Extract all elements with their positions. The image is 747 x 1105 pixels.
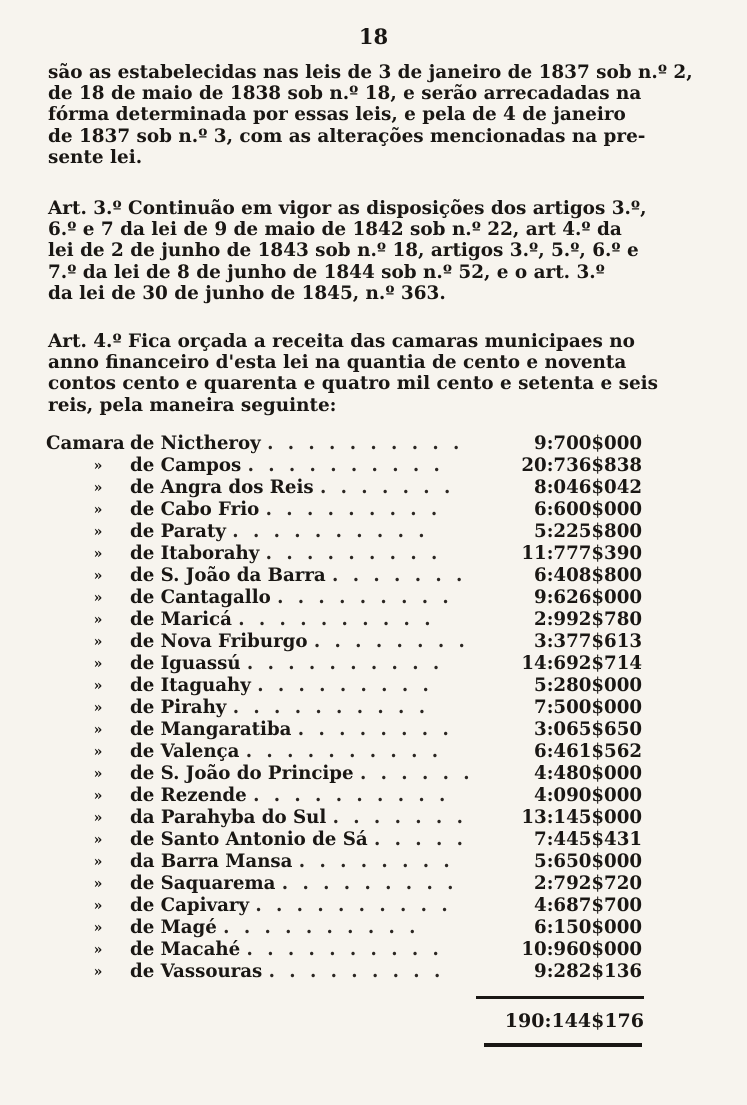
name-text: de Itaborahy [130, 543, 260, 564]
municipality-name [130, 433, 463, 455]
leader-dots: . . . . . . . . [298, 851, 454, 872]
municipality-name [130, 917, 419, 939]
municipality-name [130, 939, 443, 961]
leader-dots: . . . . . . . . . . [267, 433, 464, 454]
amount: 4:090$000 [534, 785, 642, 806]
name-text: de Angra dos Reis [130, 477, 314, 498]
text-line: reis, pela maneira seguinte: [48, 394, 337, 416]
leader-dots: . . . . . . . [332, 565, 467, 586]
name-text: de Magé [130, 917, 217, 938]
table-row [46, 807, 646, 829]
municipality-name [130, 807, 467, 829]
amount: 8:046$042 [534, 477, 642, 498]
table-row [46, 609, 646, 631]
municipality-name [130, 675, 433, 697]
municipality-name [130, 785, 449, 807]
amount: 20:736$838 [521, 455, 642, 476]
table-row [46, 961, 646, 983]
text-line: Art. 4.º Fica orçada a receita das camaras municipaes no [48, 331, 635, 352]
text-line: Art. 3.º Continuão em vigor as disposições dos artigos 3.º, [48, 198, 647, 219]
name-text: da Parahyba do Sul [130, 807, 327, 828]
amount: 4:480$000 [534, 763, 642, 784]
ditto-mark: » [93, 612, 103, 628]
ditto-mark: » [93, 678, 103, 694]
table-row [46, 763, 646, 785]
municipality-name [130, 543, 441, 565]
leader-dots: . . . . . . . . [297, 719, 453, 740]
total-amount: 190:144$176 [504, 1010, 644, 1032]
leader-dots: . . . . . . . . . . [245, 741, 443, 762]
municipality-name [130, 873, 457, 895]
municipality-name [130, 455, 444, 477]
revenue-table [46, 433, 646, 983]
ditto-mark: » [93, 876, 103, 892]
name-text: de Iguassú [130, 653, 241, 674]
name-text: de Macahé [130, 939, 241, 960]
amount: 6:408$800 [534, 565, 642, 586]
text-line: de 18 de maio de 1838 sob n.º 18, e serão arrecadadas na [48, 83, 642, 105]
leader-dots: . . . . . . . . . . [253, 785, 450, 806]
ditto-mark: » [93, 590, 103, 606]
table-row [46, 697, 646, 719]
leader-dots: . . . . . . . . . [265, 499, 442, 520]
name-text: de Rezende [130, 785, 247, 806]
name-text: de Maricá [130, 609, 232, 630]
name-text: de Nova Friburgo [130, 631, 308, 652]
name-text: de Vassouras [130, 961, 263, 982]
name-text: de Saquarema [130, 873, 276, 894]
leader-dots: . . . . . . . . . . [247, 455, 444, 476]
amount: 7:500$000 [534, 697, 642, 718]
name-text: de S. João da Barra [130, 565, 326, 586]
ditto-mark: » [93, 898, 103, 914]
ditto-mark: » [93, 656, 103, 672]
municipality-name [130, 587, 453, 609]
leader-dots: . . . . . . . . . [265, 543, 442, 564]
leader-dots: . . . . . . . . . . [223, 917, 420, 938]
amount: 2:792$720 [534, 873, 642, 894]
leader-dots: . . . . . . . . . [268, 961, 445, 982]
ditto-mark: » [93, 854, 103, 870]
amount: 4:687$700 [534, 895, 642, 916]
leader-dots: . . . . . . . . . . [232, 697, 430, 718]
text-line: anno financeiro d'esta lei na quantia de cento e noventa [48, 352, 627, 374]
leader-dots: . . . . . . . . . [281, 873, 458, 894]
paragraph-art-3 [48, 198, 647, 304]
total-rule-bottom [484, 1043, 642, 1047]
amount: 5:650$000 [534, 851, 642, 872]
name-text: de Capivary [130, 895, 250, 916]
leader-dots: . . . . . . . . . . [255, 895, 452, 916]
leader-dots: . . . . . [373, 829, 467, 850]
amount: 5:225$800 [534, 521, 642, 542]
leader-dots: . . . . . . . . . [257, 675, 433, 696]
ditto-mark: » [93, 744, 103, 760]
leader-dots: . . . . . . . [319, 477, 455, 498]
table-row [46, 521, 646, 543]
table-row [46, 939, 646, 961]
ditto-mark: » [93, 502, 103, 518]
ditto-mark: » [93, 480, 103, 496]
municipality-name [130, 477, 454, 499]
total-rule-top [476, 996, 644, 999]
table-row [46, 851, 646, 873]
municipality-name [130, 719, 453, 741]
municipality-name [130, 521, 429, 543]
paragraph-art-4 [48, 331, 659, 416]
table-row [46, 433, 646, 455]
ditto-mark: » [93, 700, 103, 716]
amount: 6:600$000 [534, 499, 642, 520]
ditto-mark: » [93, 832, 103, 848]
name-text: de Itaguahy [130, 675, 251, 696]
table-row [46, 873, 646, 895]
municipality-name [130, 631, 469, 653]
text-line: fórma determinada por essas leis, e pela de 4 de janeiro [48, 104, 626, 126]
municipality-name [130, 829, 467, 851]
amount: 6:461$562 [534, 741, 642, 762]
amount: 5:280$000 [534, 675, 642, 696]
table-row [46, 719, 646, 741]
ditto-mark: » [93, 964, 103, 980]
name-text: de S. João do Principe [130, 763, 354, 784]
table-row [46, 631, 646, 653]
name-text: de Valença [130, 741, 240, 762]
text-line: 6.º e 7 da lei de 9 de maio de 1842 sob n.º 22, art 4.º da [48, 219, 622, 241]
amount: 3:065$650 [534, 719, 642, 740]
leader-dots: . . . . . . . . [313, 631, 469, 652]
amount: 6:150$000 [534, 917, 642, 938]
ditto-mark: » [93, 788, 103, 804]
ditto-mark: » [93, 810, 103, 826]
ditto-mark: » [93, 568, 103, 584]
name-text: de Campos [130, 455, 242, 476]
municipality-name [130, 895, 452, 917]
ditto-mark: » [93, 766, 103, 782]
text-line: da lei de 30 de junho de 1845, n.º 363. [48, 282, 446, 304]
leader-dots: . . . . . . [359, 763, 474, 784]
name-text: de Nictheroy [130, 433, 261, 454]
amount: 9:282$136 [534, 961, 642, 982]
table-row [46, 565, 646, 587]
name-text: da Barra Mansa [130, 851, 293, 872]
municipality-name [130, 565, 466, 587]
text-line: são as estabelecidas nas leis de 3 de janeiro de 1837 sob n.º 2, [48, 62, 693, 83]
name-text: de Mangaratiba [130, 719, 292, 740]
leader-dots: . . . . . . . . . . [238, 609, 435, 630]
table-row [46, 917, 646, 939]
leader-dots: . . . . . . . . . [277, 587, 453, 608]
table-row [46, 587, 646, 609]
table-row [46, 895, 646, 917]
leader-dots: . . . . . . . . . . [232, 521, 429, 542]
name-text: de Paraty [130, 521, 226, 542]
municipality-name [130, 499, 441, 521]
table-row [46, 455, 646, 477]
text-line: sente lei. [48, 146, 143, 168]
amount: 11:777$390 [521, 543, 642, 564]
table-row [46, 499, 646, 521]
text-line: de 1837 sob n.º 3, com as alterações mencionadas na pre- [48, 125, 646, 147]
leader-dots: . . . . . . . [332, 807, 467, 828]
municipality-name [130, 741, 442, 763]
text-line: lei de 2 de junho de 1843 sob n.º 18, artigos 3.º, 5.º, 6.º e [48, 240, 639, 262]
table-row [46, 785, 646, 807]
municipality-name [130, 851, 454, 873]
amount: 9:700$000 [534, 433, 642, 454]
table-row [46, 741, 646, 763]
text-line: 7.º da lei de 8 de junho de 1844 sob n.º 52, e o art. 3.º [48, 261, 605, 283]
amount: 2:992$780 [534, 609, 642, 630]
ditto-mark: » [93, 920, 103, 936]
municipality-name [130, 961, 444, 983]
ditto-mark: » [93, 524, 103, 540]
amount: 7:445$431 [534, 829, 642, 850]
amount: 9:626$000 [534, 587, 642, 608]
municipality-name [130, 609, 435, 631]
table-row [46, 653, 646, 675]
amount: 13:145$000 [521, 807, 642, 828]
leader-dots: . . . . . . . . . . [246, 939, 443, 960]
table-row [46, 477, 646, 499]
municipality-name [130, 763, 474, 785]
page-number: 18 [358, 24, 389, 49]
ditto-mark: » [93, 942, 103, 958]
name-text: de Cabo Frio [130, 499, 260, 520]
amount: 3:377$613 [534, 631, 642, 652]
ditto-mark: » [93, 546, 103, 562]
text-line: contos cento e quarenta e quatro mil cento e setenta e seis [48, 373, 659, 395]
name-text: de Cantagallo [130, 587, 271, 608]
row-prefix: Camara [46, 433, 125, 454]
paragraph-continuation [48, 62, 693, 168]
amount: 10:960$000 [521, 939, 642, 960]
ditto-mark: » [93, 634, 103, 650]
leader-dots: . . . . . . . . . . [246, 653, 444, 674]
municipality-name [130, 653, 443, 675]
table-row [46, 829, 646, 851]
ditto-mark: » [93, 458, 103, 474]
table-row [46, 543, 646, 565]
name-text: de Pirahy [130, 697, 227, 718]
table-row [46, 675, 646, 697]
amount: 14:692$714 [521, 653, 642, 674]
name-text: de Santo Antonio de Sá [130, 829, 368, 850]
ditto-mark: » [93, 722, 103, 738]
municipality-name [130, 697, 429, 719]
